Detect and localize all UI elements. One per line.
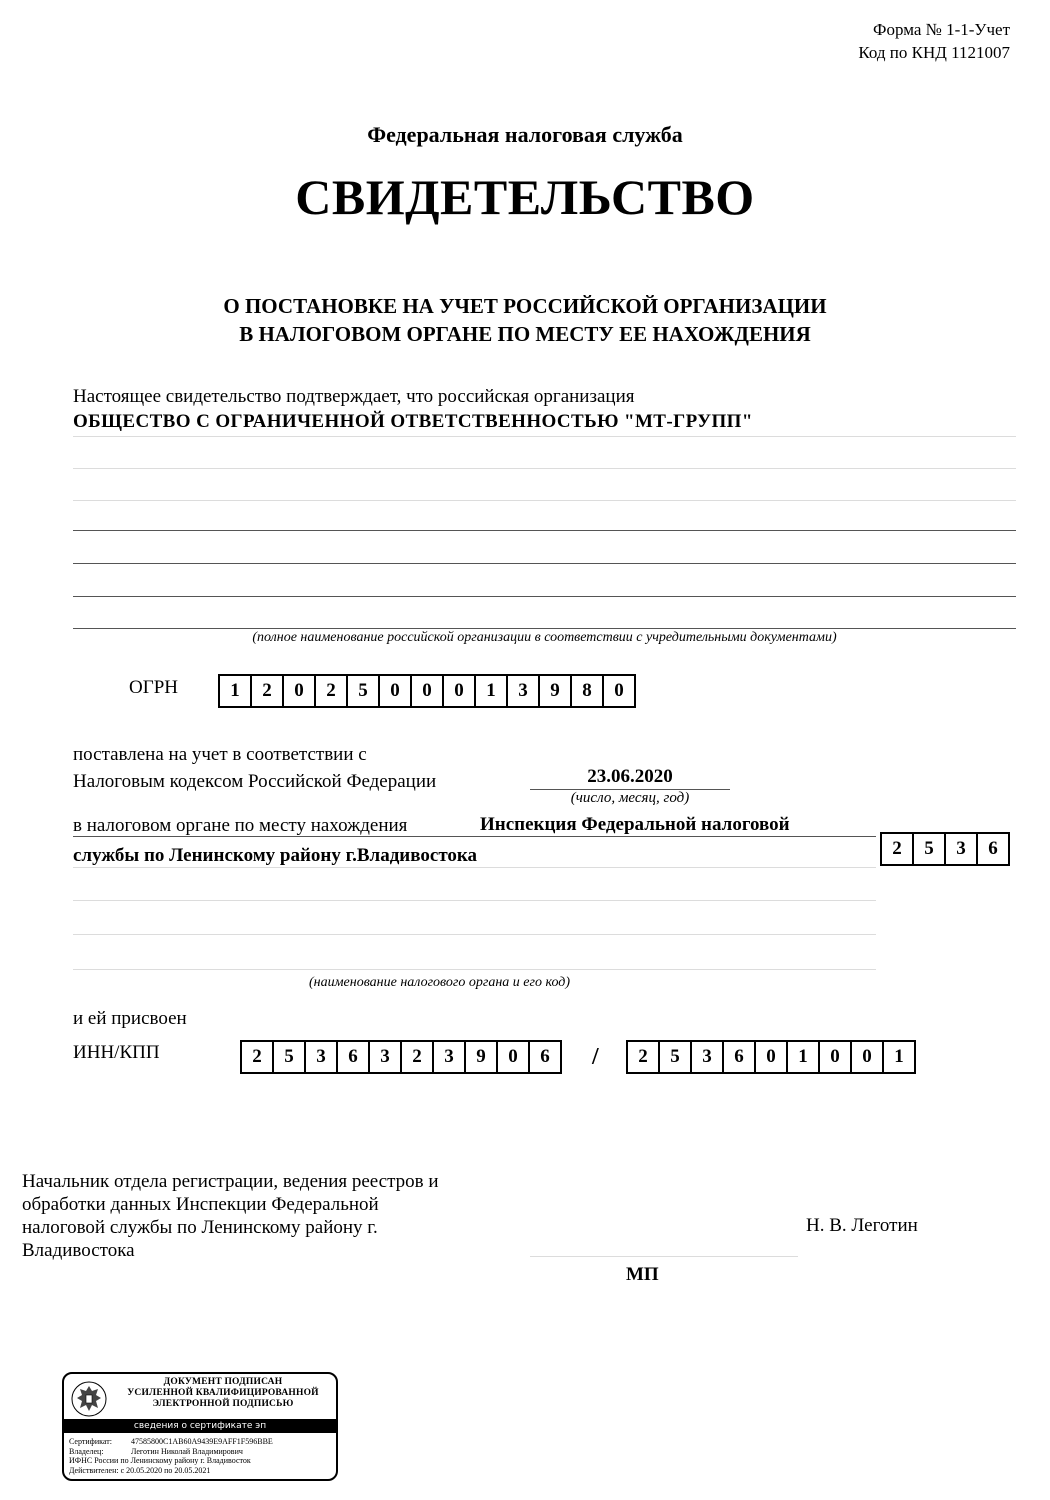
tax-office-prefix: в налоговом органе по месту нахождения [73,815,408,836]
form-code [858,18,1010,64]
position-line-2: обработки данных Инспекции Федеральной [22,1194,379,1215]
signer-position [22,1170,439,1262]
signer-name: Н. В. Леготин [806,1215,918,1236]
owner-row [69,1447,273,1457]
org-line-1 [73,436,1016,437]
kpp-digit: 1 [788,1042,820,1072]
position-line-1: Начальник отдела регистрации, ведения реестров и [22,1171,439,1192]
inn-kpp-separator: / [592,1044,599,1070]
inn-digit: 9 [466,1042,498,1072]
coat-of-arms-icon [69,1379,109,1419]
subtitle-line-1: О ПОСТАНОВКЕ НА УЧЕТ РОССИЙСКОЙ ОРГАНИЗАЦИИ [223,294,827,318]
certificate-details [69,1437,273,1475]
agency-name: Федеральная налоговая служба [367,122,683,147]
knd-code: Код по КНД 1121007 [858,43,1010,62]
organization-name: ОБЩЕСТВО С ОГРАНИЧЕННОЙ ОТВЕТСТВЕННОСТЬЮ "МТ-ГРУПП" [73,411,753,432]
ogrn-digit: 8 [572,676,604,706]
tax-office-name-2: службы по Ленинскому району г.Владивостока [73,845,478,866]
inn-kpp-label: ИНН/КПП [73,1042,160,1063]
kpp-digit: 5 [660,1042,692,1072]
assigned-label: и ей присвоен [73,1008,187,1029]
kpp-digit: 6 [724,1042,756,1072]
form-number: Форма № 1-1-Учет [873,20,1010,39]
ogrn-digit: 5 [348,676,380,706]
tax-office-code-digit: 3 [946,834,978,864]
inn-cells [240,1040,562,1074]
office-line-1 [73,836,876,837]
ogrn-digit: 1 [476,676,508,706]
intro-text: Настоящее свидетельство подтверждает, что российская организация [73,386,635,407]
stamp-place: МП [626,1264,659,1285]
org-line-2 [73,468,1016,469]
tax-office-caption: (наименование налогового органа и его код) [309,975,571,990]
certificate-label: Сертификат: [69,1437,112,1446]
e-signature-title [114,1377,332,1410]
ogrn-digit: 1 [220,676,252,706]
ogrn-cells [218,674,636,708]
org-line-4 [73,530,1016,531]
stamp-title-line-3: ЭЛЕКТРОННОЙ ПОДПИСЬЮ [152,1399,294,1409]
kpp-cells [626,1040,916,1074]
ogrn-digit: 0 [604,676,636,706]
ogrn-digit: 0 [412,676,444,706]
registration-line-1: поставлена на учет в соответствии с [73,744,367,765]
stamp-title-line-1: ДОКУМЕНТ ПОДПИСАН [163,1377,283,1387]
office-line-3 [73,900,876,901]
tax-office-code-digit: 5 [914,834,946,864]
inn-digit: 3 [434,1042,466,1072]
registration-line-2: Налоговым кодексом Российской Федерации [73,771,437,792]
inn-digit: 3 [306,1042,338,1072]
position-line-4: Владивостока [22,1240,135,1261]
validity-row [69,1466,273,1476]
kpp-digit: 2 [628,1042,660,1072]
certificate-value: 47585800C1AB60A9439E9AFF1F596BBE [131,1437,273,1446]
ogrn-digit: 2 [316,676,348,706]
certificate-info-bar: сведения о сертификате эп [64,1419,336,1433]
ogrn-label: ОГРН [129,677,178,698]
inn-digit: 5 [274,1042,306,1072]
kpp-digit: 0 [756,1042,788,1072]
inn-digit: 2 [402,1042,434,1072]
kpp-digit: 1 [884,1042,916,1072]
office-line-5 [73,969,876,970]
ogrn-digit: 0 [284,676,316,706]
org-line-5 [73,563,1016,564]
kpp-digit: 0 [820,1042,852,1072]
inn-digit: 6 [530,1042,562,1072]
tax-office-name-1: Инспекция Федеральной налоговой [480,814,790,835]
tax-office-code-digit: 2 [882,834,914,864]
registration-date: 23.06.2020 [587,766,673,787]
kpp-digit: 3 [692,1042,724,1072]
org-line-7 [73,628,1016,629]
owner-label: Владелец: [69,1446,104,1456]
valid-value: с 20.05.2020 по 20.05.2021 [120,1465,211,1475]
office-line-4 [73,934,876,935]
position-line-3: налоговой службы по Ленинскому району г. [22,1217,378,1238]
certificate-row [69,1437,273,1447]
org-line-3 [73,500,1016,501]
ogrn-digit: 0 [380,676,412,706]
org-name-caption: (полное наименование российской организации в соответствии с учредительными документами) [252,630,837,645]
inn-digit: 2 [242,1042,274,1072]
org-line-6 [73,596,1016,597]
tax-office-code-cells [880,832,1010,866]
subtitle-line-2: В НАЛОГОВОМ ОРГАНЕ ПО МЕСТУ ЕЕ НАХОЖДЕНИЯ [239,322,811,346]
kpp-digit: 0 [852,1042,884,1072]
signature-line [530,1256,798,1257]
valid-label: Действителен: [69,1465,119,1475]
date-caption: (число, месяц, год) [570,790,690,806]
document-subtitle [0,292,1050,348]
inn-digit: 3 [370,1042,402,1072]
office-line-2 [73,867,876,868]
ogrn-digit: 2 [252,676,284,706]
ogrn-digit: 9 [540,676,572,706]
owner-value: Леготин Николай Владимирович [131,1446,243,1456]
e-signature-stamp [62,1372,338,1481]
document-title: СВИДЕТЕЛЬСТВО [295,169,755,225]
inn-digit: 0 [498,1042,530,1072]
ogrn-digit: 0 [444,676,476,706]
tax-office-code-digit: 6 [978,834,1010,864]
issuer-row: ИФНС России по Ленинскому району г. Владивосток [69,1456,251,1466]
stamp-title-line-2: УСИЛЕННОЙ КВАЛИФИЦИРОВАННОЙ [127,1388,319,1398]
ogrn-digit: 3 [508,676,540,706]
inn-digit: 6 [338,1042,370,1072]
